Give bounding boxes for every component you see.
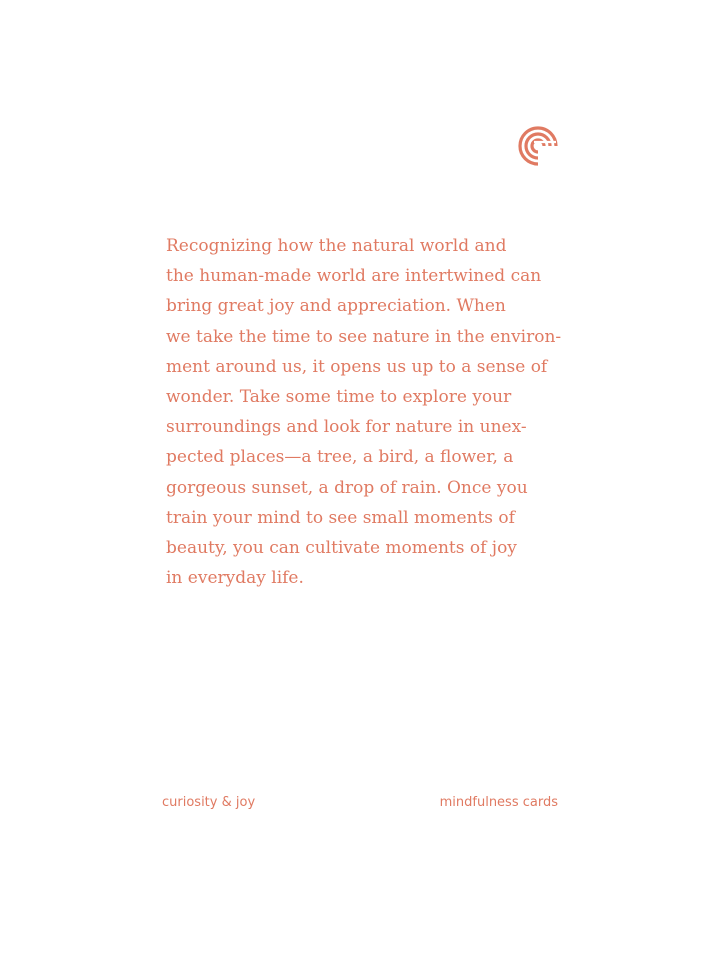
body-line: gorgeous sunset, a drop of rain. Once you bbox=[166, 477, 528, 498]
concentric-arcs-icon bbox=[512, 120, 564, 172]
body-line: beauty, you can cultivate moments of joy bbox=[166, 538, 517, 559]
body-line: ment around us, it opens us up to a sense of bbox=[166, 356, 548, 377]
body-line: surroundings and look for nature in unex- bbox=[166, 417, 527, 438]
body-line: Recognizing how the natural world and bbox=[166, 236, 507, 256]
body-line: wonder. Take some time to explore your bbox=[166, 387, 512, 408]
body-line: the human-made world are intertwined can bbox=[166, 266, 542, 287]
body-line: we take the time to see nature in the environ- bbox=[166, 326, 562, 347]
body-line: in everyday life. bbox=[166, 568, 304, 589]
body-line: bring great joy and appreciation. When bbox=[166, 296, 506, 317]
card-series-label: mindfulness cards bbox=[439, 795, 558, 810]
body-line: pected places—a tree, a bird, a flower, a bbox=[166, 447, 514, 468]
body-line: train your mind to see small moments of bbox=[166, 507, 515, 528]
card-body-text bbox=[166, 231, 566, 593]
card-category-label: curiosity & joy bbox=[162, 795, 256, 810]
